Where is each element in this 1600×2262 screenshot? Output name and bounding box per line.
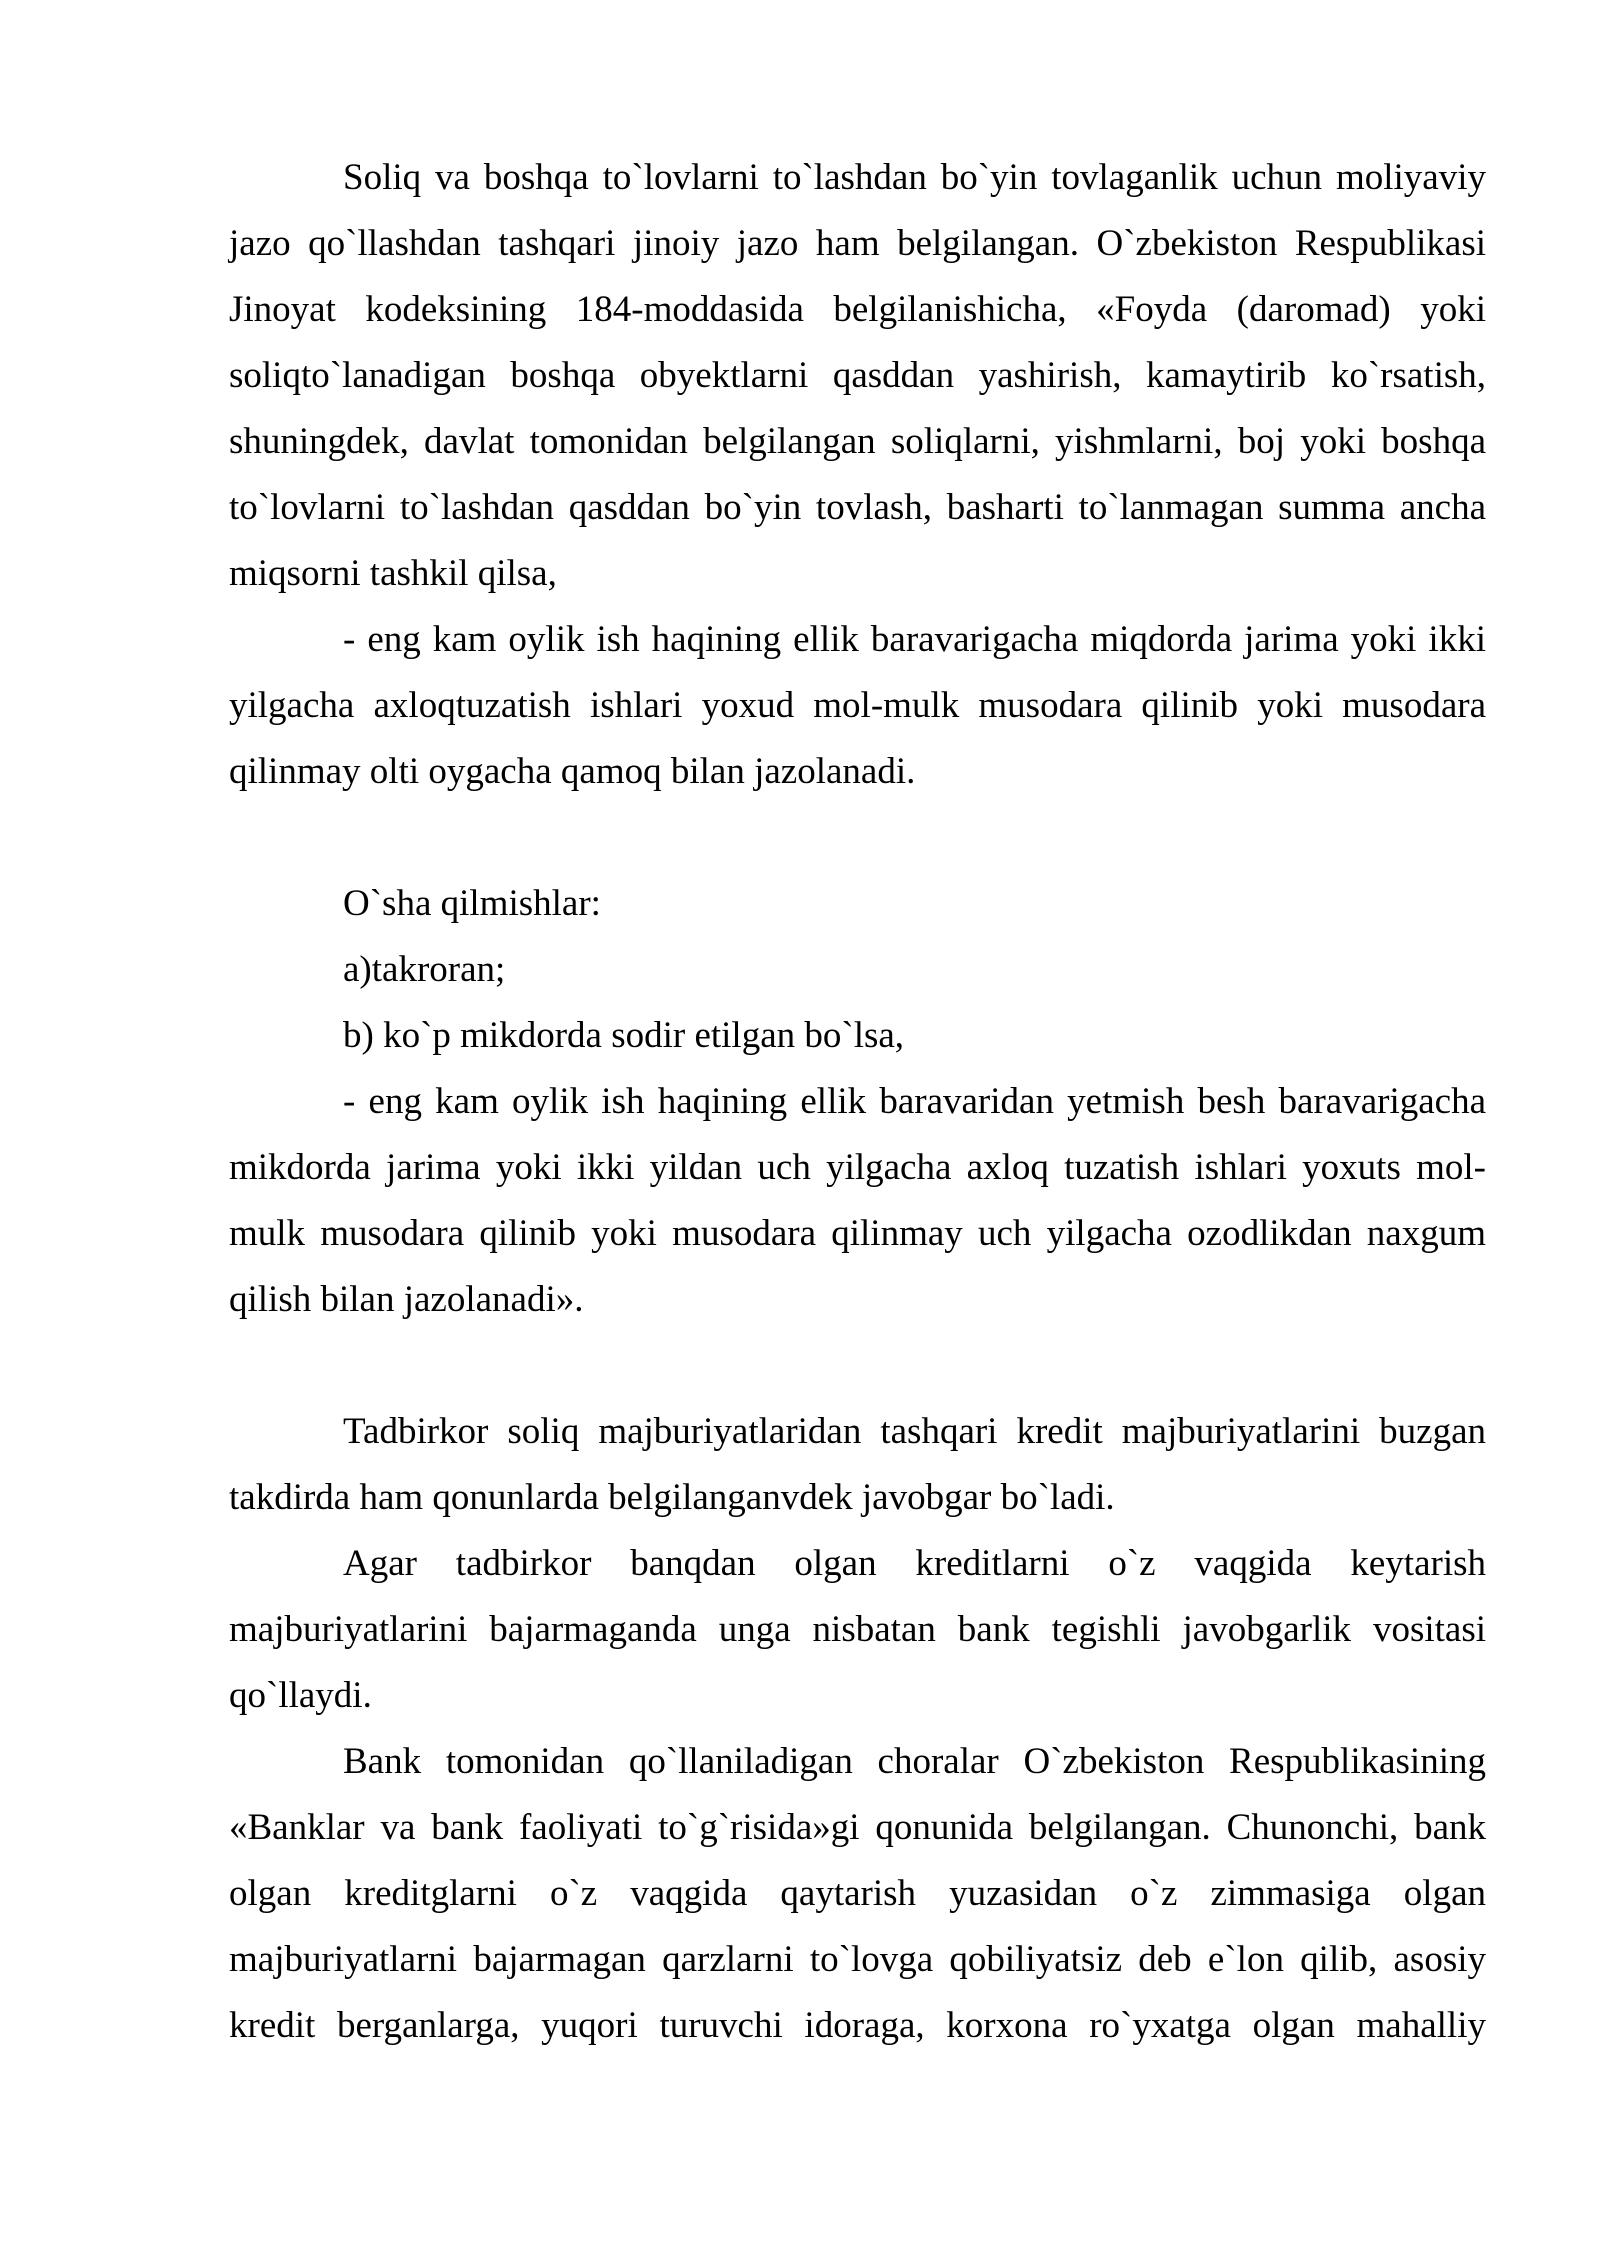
paragraph-credit-obligations: Tadbirkor soliq majburiyatlaridan tashqari kredit majburiyatlarini buzgan takdirda ham qonunlarda belgilanganvdek javobgar bo`ladi.	[229, 1411, 1486, 1518]
paragraph-spacer	[229, 805, 1486, 871]
paragraph-bank-measures: Agar tadbirkor banqdan olgan kreditlarni o`z vaqgida keytarish majburiyatlarini bajarmaganda unga nisbatan bank tegishli javobgarlik vositasi qo`llaydi.	[229, 1543, 1486, 1716]
paragraph-bank-law: Bank tomonidan qo`llaniladigan choralar O`zbekiston Respublikasining «Banklar va bank faoliyati to`g`risida»gi qonunida belgilangan. Chunonchi, bank olgan kreditglarni o`z vaqgida qaytarish yuzasidan o`z zimmasiga olgan majburiyatlarni bajarmagan qarzlarni to`lovga qobiliyatsiz deb e`lon qilib, asosiy kredit berganlarga, yuqori turuvchi idoraga, korxona ro`yxatga olgan mahalliy	[229, 1741, 1486, 2046]
paragraph-same-acts: O`sha qilmishlar:	[343, 883, 601, 924]
list-item-b: b) ko`p mikdorda sodir etilgan bo`lsa,	[343, 1015, 905, 1056]
paragraph-tax-evasion-liability: Soliq va boshqa to`lovlarni to`lashdan bo`yin tovlaganlik uchun moliyaviy jazo qo`llashdan tashqari jinoiy jazo ham belgilangan. O`zbekiston Respublikasi Jinoyat kodeksining 184-moddasida belgilanishicha, «Foyda (daromad) yoki soliqto`lanadigan boshqa obyektlarni qasddan yashirish, kamaytirib ko`rsatish, shuningdek, davlat tomonidan belgilangan soliqlarni, yishmlarni, boj yoki boshqa to`lovlarni to`lashdan qasddan bo`yin tovlash, basharti to`lanmagan summa ancha miqsorni tashkil qilsa,	[229, 157, 1486, 594]
paragraph-penalty-first: - eng kam oylik ish haqining ellik baravarigacha miqdorda jarima yoki ikki yilgacha axloqtuzatish ishlari yoxud mol-mulk musodara qilinib yoki musodara qilinmay olti oygacha qamoq bilan jazolanadi.	[229, 619, 1486, 792]
paragraph-penalty-second: - eng kam oylik ish haqining ellik baravaridan yetmish besh baravarigacha mikdorda jarima yoki ikki yildan uch yilgacha axloq tuzatish ishlari yoxuts mol-mulk musodara qilinib yoki musodara qilinmay uch yilgacha ozodlikdan naxgum qilish bilan jazolanadi».	[229, 1081, 1486, 1320]
list-item-a: a)takroran;	[343, 949, 506, 990]
document-body	[229, 145, 1486, 2059]
paragraph-spacer	[229, 1333, 1486, 1399]
